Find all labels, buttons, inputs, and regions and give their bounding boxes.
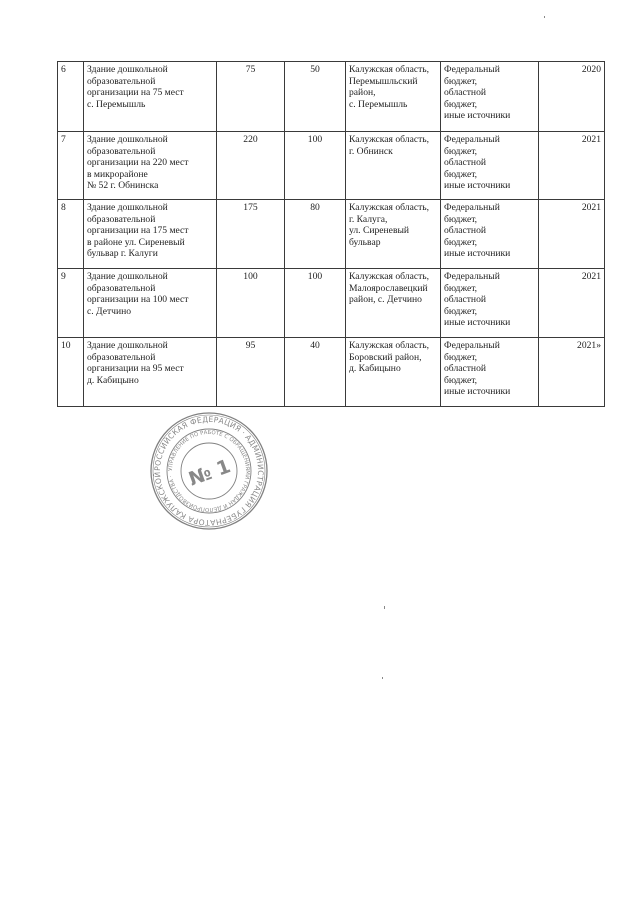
row-number: 9 xyxy=(58,269,84,338)
places-count: 75 xyxy=(217,62,285,132)
funding-sources: Федеральный бюджет, областной бюджет, иные источники xyxy=(441,269,539,338)
table-row xyxy=(58,338,605,407)
facility-name: Здание дошкольной образовательной организации на 220 мест в микрорайоне № 52 г. Обнинска xyxy=(84,132,217,200)
table-row xyxy=(58,269,605,338)
official-seal xyxy=(148,410,270,532)
svg-text:РОССИЙСКАЯ ФЕДЕРАЦИЯ · АДМИНИС: РОССИЙСКАЯ ФЕДЕРАЦИЯ · АДМИНИСТРАЦИЯ ГУБЕРНАТОРА КАЛУЖСКОЙ xyxy=(152,414,266,528)
row-number: 6 xyxy=(58,62,84,132)
funding-sources: Федеральный бюджет, областной бюджет, иные источники xyxy=(441,338,539,407)
scan-speck xyxy=(382,677,383,679)
table-row xyxy=(58,62,605,132)
row-number: 10 xyxy=(58,338,84,407)
places-count: 95 xyxy=(217,338,285,407)
facility-location: Калужская область, Перемышльский район, с. Перемышль xyxy=(346,62,441,132)
facility-location: Калужская область, г. Обнинск xyxy=(346,132,441,200)
row-number: 7 xyxy=(58,132,84,200)
funding-sources: Федеральный бюджет, областной бюджет, иные источники xyxy=(441,132,539,200)
scan-speck xyxy=(384,606,385,609)
svg-text:УПРАВЛЕНИЕ ПО РАБОТЕ С ОБРАЩЕН: УПРАВЛЕНИЕ ПО РАБОТЕ С ОБРАЩЕНИЯМИ ГРАЖДАН И ДЕЛОПРОИЗВОДСТВА · xyxy=(167,429,251,513)
completion-year: 2021 xyxy=(539,132,605,200)
quantity-value: 100 xyxy=(285,269,346,338)
completion-year: 2020 xyxy=(539,62,605,132)
scan-speck xyxy=(544,16,545,18)
quantity-value: 80 xyxy=(285,200,346,269)
row-number: 8 xyxy=(58,200,84,269)
facility-name: Здание дошкольной образовательной организации на 100 мест с. Детчино xyxy=(84,269,217,338)
quantity-value: 50 xyxy=(285,62,346,132)
facility-location: Калужская область, Боровский район, д. Кабицыно xyxy=(346,338,441,407)
completion-year: 2021 xyxy=(539,269,605,338)
official-seal-graphic xyxy=(148,410,270,532)
facility-location: Калужская область, Малоярославецкий район, с. Детчино xyxy=(346,269,441,338)
funding-sources: Федеральный бюджет, областной бюджет, иные источники xyxy=(441,200,539,269)
places-count: 175 xyxy=(217,200,285,269)
facility-name: Здание дошкольной образовательной организации на 75 мест с. Перемышль xyxy=(84,62,217,132)
funding-sources: Федеральный бюджет, областной бюджет, иные источники xyxy=(441,62,539,132)
completion-year: 2021» xyxy=(539,338,605,407)
table-row xyxy=(58,200,605,269)
facility-location: Калужская область, г. Калуга, ул. Сиреневый бульвар xyxy=(346,200,441,269)
places-count: 100 xyxy=(217,269,285,338)
quantity-value: 100 xyxy=(285,132,346,200)
facility-name: Здание дошкольной образовательной организации на 175 мест в районе ул. Сиреневый бульвар г. Калуги xyxy=(84,200,217,269)
svg-text:№ 1: № 1 xyxy=(185,455,234,491)
table-row xyxy=(58,132,605,200)
completion-year: 2021 xyxy=(539,200,605,269)
facilities-table xyxy=(57,61,605,407)
quantity-value: 40 xyxy=(285,338,346,407)
facility-name: Здание дошкольной образовательной организации на 95 мест д. Кабицыно xyxy=(84,338,217,407)
places-count: 220 xyxy=(217,132,285,200)
